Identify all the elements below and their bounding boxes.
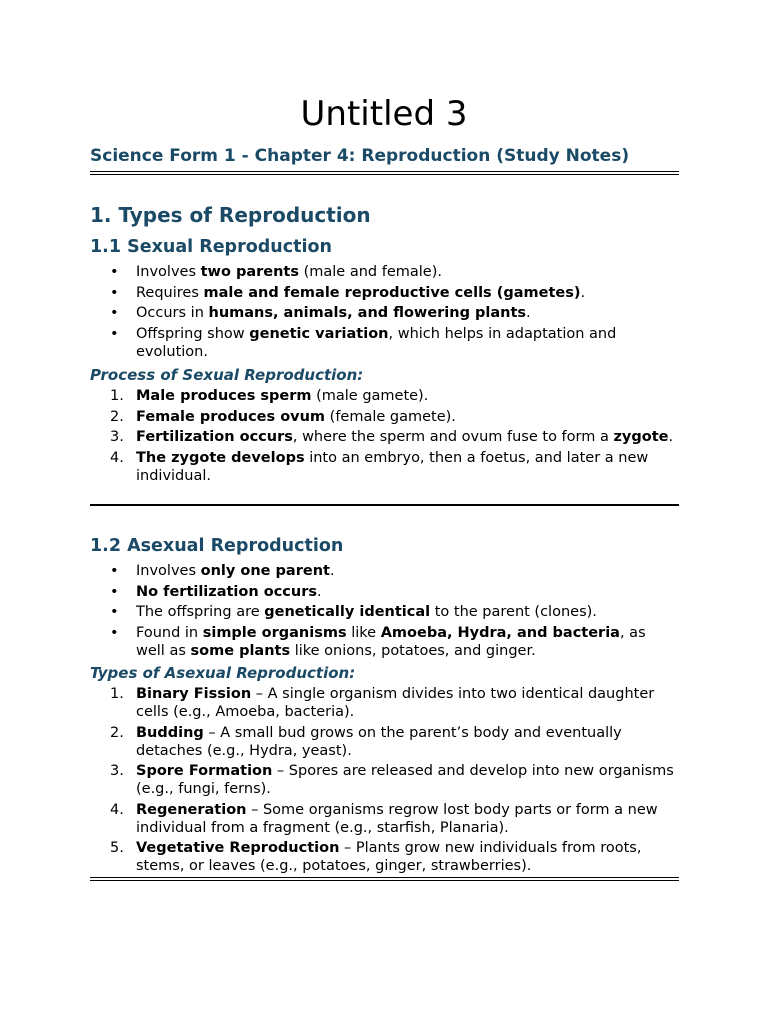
bold-text: only one parent bbox=[200, 563, 330, 579]
bold-text: Binary Fission bbox=[136, 686, 252, 702]
text: . bbox=[526, 305, 531, 321]
bullet-marker: • bbox=[110, 583, 119, 600]
double-divider-bottom bbox=[90, 877, 679, 881]
number-marker: 3. bbox=[110, 763, 124, 779]
text: . bbox=[580, 284, 586, 301]
text: – A small bud grows on the parent’s body and eventually detaches (e.g., Hydra, yeast). bbox=[136, 724, 622, 759]
bold-text: The zygote develops bbox=[136, 449, 305, 466]
text: – Plants grow new individuals from roots, stems, or leaves (e.g., potatoes, ginger, strawberries). bbox=[136, 840, 642, 874]
bullet-marker: • bbox=[110, 325, 119, 342]
list-item bbox=[90, 449, 679, 485]
text: Involves bbox=[136, 563, 201, 579]
subsection-heading-sexual: 1.1 Sexual Reproduction bbox=[90, 237, 332, 257]
bold-text: genetically identical bbox=[264, 604, 431, 620]
list-item bbox=[90, 624, 679, 660]
bold-text: zygote bbox=[613, 429, 669, 445]
divider-middle bbox=[90, 504, 679, 506]
text: , as well as bbox=[136, 624, 646, 659]
list-item bbox=[90, 304, 679, 322]
text: Offspring show bbox=[136, 325, 250, 342]
number-marker: 1. bbox=[110, 686, 124, 702]
sexual-bullet-list bbox=[90, 263, 679, 363]
text: – Spores are released and develop into new organisms (e.g., fungi, ferns). bbox=[136, 763, 674, 797]
text: like bbox=[346, 624, 381, 641]
text: (female gamete). bbox=[325, 408, 456, 425]
list-item bbox=[90, 263, 679, 281]
bold-text: some plants bbox=[190, 642, 291, 659]
asexual-types-list bbox=[90, 685, 679, 878]
bold-text: two parents bbox=[200, 264, 299, 280]
bold-text: Vegetative Reproduction bbox=[136, 840, 340, 856]
text: The offspring are bbox=[136, 604, 265, 620]
number-marker: 3. bbox=[110, 429, 124, 445]
text: like onions, potatoes, and ginger. bbox=[290, 642, 536, 659]
bold-text: No fertilization occurs bbox=[136, 583, 317, 600]
bold-text: Spore Formation bbox=[136, 763, 273, 779]
list-item bbox=[90, 839, 679, 875]
bullet-marker: • bbox=[110, 604, 119, 620]
bold-text: Fertilization occurs bbox=[136, 429, 293, 445]
number-marker: 2. bbox=[110, 408, 124, 425]
list-item bbox=[90, 603, 679, 621]
bold-text: Female produces ovum bbox=[136, 408, 326, 425]
bold-text: simple organisms bbox=[202, 624, 347, 641]
list-item bbox=[90, 583, 679, 601]
section-heading-types: 1. Types of Reproduction bbox=[90, 203, 371, 227]
list-item bbox=[90, 428, 679, 446]
bold-text: genetic variation bbox=[249, 325, 389, 342]
asexual-types-heading: Types of Asexual Reproduction: bbox=[90, 664, 356, 682]
list-item bbox=[90, 562, 679, 580]
list-item bbox=[90, 325, 679, 361]
list-item bbox=[90, 801, 679, 837]
number-marker: 1. bbox=[110, 388, 124, 404]
text: Occurs in bbox=[136, 305, 209, 321]
list-item bbox=[90, 685, 679, 721]
text: to the parent (clones). bbox=[430, 604, 597, 620]
bold-text: Regeneration bbox=[136, 801, 247, 818]
text: (male and female). bbox=[299, 264, 442, 280]
number-marker: 4. bbox=[110, 801, 124, 818]
bullet-marker: • bbox=[110, 305, 119, 321]
text: , which helps in adaptation and evolution. bbox=[136, 325, 617, 360]
process-heading: Process of Sexual Reproduction: bbox=[90, 366, 364, 384]
bold-text: humans, animals, and flowering plants bbox=[208, 305, 527, 321]
list-item bbox=[90, 408, 679, 426]
text: into an embryo, then a foetus, and later a new individual. bbox=[136, 449, 649, 484]
text: Involves bbox=[136, 264, 201, 280]
text: – A single organism divides into two identical daughter cells (e.g., Amoeba, bacteria). bbox=[136, 686, 655, 720]
list-item bbox=[90, 387, 679, 405]
list-item bbox=[90, 724, 679, 760]
text: . bbox=[668, 429, 674, 445]
subsection-heading-asexual: 1.2 Asexual Reproduction bbox=[90, 536, 344, 556]
text: , where the sperm and ovum fuse to form a bbox=[292, 429, 614, 445]
asexual-bullet-list bbox=[90, 562, 679, 662]
text: (male gamete). bbox=[311, 388, 429, 404]
list-item bbox=[90, 284, 679, 302]
text: – Some organisms regrow lost body parts or form a new individual from a fragment (e.g., starfish, Planaria). bbox=[136, 801, 658, 836]
bold-text: Budding bbox=[136, 724, 204, 741]
double-divider-top bbox=[90, 171, 679, 175]
bold-text: Male produces sperm bbox=[136, 388, 312, 404]
document-title: Untitled 3 bbox=[300, 94, 468, 134]
number-marker: 2. bbox=[110, 724, 124, 741]
bullet-marker: • bbox=[110, 284, 119, 301]
bold-text: Amoeba, Hydra, and bacteria bbox=[380, 624, 620, 641]
document-subtitle: Science Form 1 - Chapter 4: Reproduction (Study Notes) bbox=[90, 146, 630, 166]
bullet-marker: • bbox=[110, 624, 119, 641]
text: Found in bbox=[136, 624, 203, 641]
text: . bbox=[317, 583, 322, 600]
list-item bbox=[90, 762, 679, 798]
number-marker: 5. bbox=[110, 840, 124, 856]
bullet-marker: • bbox=[110, 264, 119, 280]
bold-text: male and female reproductive cells (gametes) bbox=[203, 284, 581, 301]
text: . bbox=[329, 563, 335, 579]
text: Requires bbox=[136, 284, 204, 301]
bullet-marker: • bbox=[110, 563, 119, 579]
process-steps-list bbox=[90, 387, 679, 487]
number-marker: 4. bbox=[110, 449, 124, 466]
